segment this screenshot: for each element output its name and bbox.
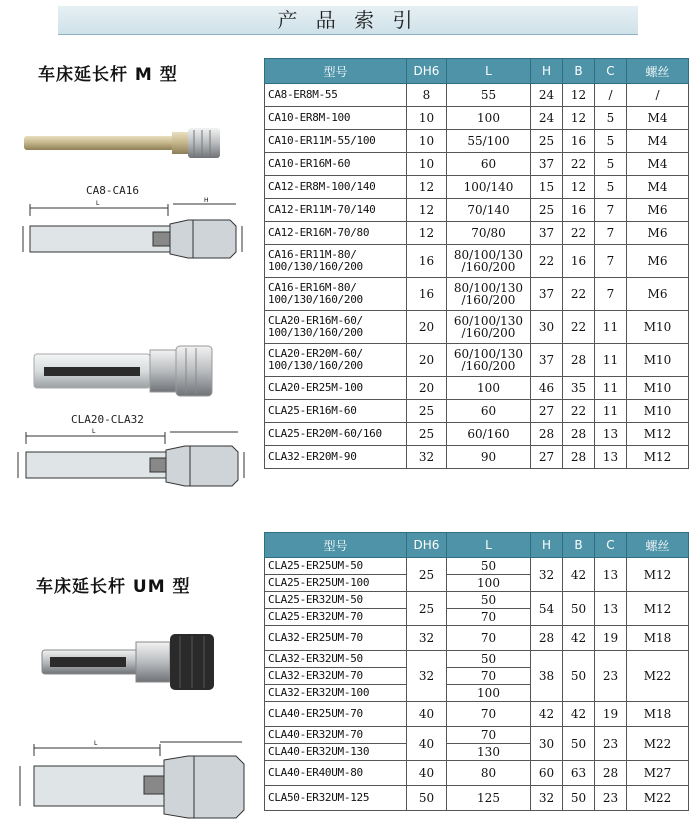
cell-h: 30	[531, 311, 563, 344]
cell-c: 13	[595, 558, 627, 592]
cell-l: 60/160	[447, 423, 531, 446]
cell-c: 11	[595, 311, 627, 344]
cell-l: 80	[447, 761, 531, 786]
cell-h: 27	[531, 446, 563, 469]
cell-c: 23	[595, 651, 627, 702]
cell-screw: M6	[627, 222, 689, 245]
cell-dh6: 25	[407, 592, 447, 626]
cell-screw: M4	[627, 107, 689, 130]
cell-screw: M4	[627, 153, 689, 176]
cell-dh6: 50	[407, 786, 447, 811]
cell-l: 70	[447, 727, 531, 744]
table-row	[265, 626, 689, 651]
cell-l: 60/100/130 /160/200	[447, 311, 531, 344]
cell-c: 5	[595, 107, 627, 130]
cell-dh6: 25	[407, 423, 447, 446]
cell-l: 70	[447, 702, 531, 727]
cell-c: 7	[595, 199, 627, 222]
technical-drawing-cla	[10, 426, 250, 496]
dim-label-l-3: L	[94, 740, 98, 747]
cell-dh6: 16	[407, 245, 447, 278]
cell-b: 22	[563, 278, 595, 311]
cell-screw: M10	[627, 344, 689, 377]
cell-l: 80/100/130 /160/200	[447, 245, 531, 278]
cell-l: 100/140	[447, 176, 531, 199]
cell-c: 5	[595, 153, 627, 176]
cell-dh6: 16	[407, 278, 447, 311]
cell-b: 28	[563, 446, 595, 469]
cell-l: 90	[447, 446, 531, 469]
cell-l: 70	[447, 626, 531, 651]
cell-screw: M12	[627, 592, 689, 626]
cell-model: CA16-ER16M-80/ 100/130/160/200	[265, 278, 407, 311]
cell-b: 28	[563, 344, 595, 377]
cell-h: 22	[531, 245, 563, 278]
cell-b: 12	[563, 176, 595, 199]
cell-c: 28	[595, 761, 627, 786]
table-row	[265, 761, 689, 786]
table-um-header-row	[265, 533, 689, 558]
cell-model: CLA25-ER25UM-50	[265, 558, 407, 575]
cell-h: 37	[531, 278, 563, 311]
table-row	[265, 727, 689, 744]
cell-h: 27	[531, 400, 563, 423]
cell-dh6: 20	[407, 311, 447, 344]
cell-screw: M6	[627, 245, 689, 278]
cell-dh6: 32	[407, 626, 447, 651]
cell-dh6: 40	[407, 702, 447, 727]
col-header-l: L	[447, 533, 531, 558]
table-row	[265, 84, 689, 107]
cell-dh6: 32	[407, 651, 447, 702]
figure-label-cla20-cla32: CLA20-CLA32	[71, 413, 144, 426]
cell-l: 125	[447, 786, 531, 811]
cell-l: 50	[447, 651, 531, 668]
cell-c: 11	[595, 400, 627, 423]
cell-b: 16	[563, 130, 595, 153]
cell-b: 22	[563, 153, 595, 176]
cell-model: CLA25-ER16M-60	[265, 400, 407, 423]
cell-h: 38	[531, 651, 563, 702]
figure-label-ca8-ca16: CA8-CA16	[86, 184, 139, 197]
cell-c: /	[595, 84, 627, 107]
col-header-screw: 螺丝	[627, 533, 689, 558]
table-row	[265, 153, 689, 176]
cell-screw: M10	[627, 311, 689, 344]
cell-dh6: 10	[407, 107, 447, 130]
section-title-um: 车床延长杆 UM 型	[36, 577, 191, 597]
cell-screw: M22	[627, 786, 689, 811]
cell-dh6: 12	[407, 222, 447, 245]
cell-model: CLA32-ER20M-90	[265, 446, 407, 469]
table-row	[265, 278, 689, 311]
product-photo-ca8-ca16	[22, 122, 232, 166]
cell-screw: M6	[627, 278, 689, 311]
cell-b: 50	[563, 786, 595, 811]
cell-h: 46	[531, 377, 563, 400]
cell-model: CA10-ER8M-100	[265, 107, 407, 130]
cell-dh6: 10	[407, 153, 447, 176]
cell-dh6: 8	[407, 84, 447, 107]
cell-h: 30	[531, 727, 563, 761]
cell-screw: M12	[627, 423, 689, 446]
cell-l: 60	[447, 153, 531, 176]
cell-dh6: 25	[407, 400, 447, 423]
dim-label-l: L	[96, 200, 100, 207]
cell-b: 42	[563, 558, 595, 592]
cell-l: 60	[447, 400, 531, 423]
table-row	[265, 245, 689, 278]
cell-model: CLA32-ER32UM-70	[265, 668, 407, 685]
cell-model: CA8-ER8M-55	[265, 84, 407, 107]
spec-table-um	[264, 532, 689, 811]
cell-screw: M12	[627, 446, 689, 469]
col-header-h: H	[531, 533, 563, 558]
cell-c: 5	[595, 130, 627, 153]
cell-h: 37	[531, 344, 563, 377]
cell-screw: /	[627, 84, 689, 107]
technical-drawing-ca	[8, 196, 248, 272]
cell-dh6: 12	[407, 199, 447, 222]
page-banner	[58, 6, 638, 35]
cell-l: 100	[447, 377, 531, 400]
cell-model: CA12-ER16M-70/80	[265, 222, 407, 245]
table-row	[265, 651, 689, 668]
cell-screw: M22	[627, 651, 689, 702]
cell-b: 50	[563, 651, 595, 702]
cell-dh6: 12	[407, 176, 447, 199]
cell-b: 22	[563, 400, 595, 423]
cell-l: 100	[447, 685, 531, 702]
cell-b: 35	[563, 377, 595, 400]
cell-c: 11	[595, 344, 627, 377]
cell-dh6: 25	[407, 558, 447, 592]
cell-l: 50	[447, 558, 531, 575]
cell-dh6: 10	[407, 130, 447, 153]
cell-c: 19	[595, 626, 627, 651]
cell-b: 12	[563, 107, 595, 130]
col-header-b: B	[563, 533, 595, 558]
cell-c: 11	[595, 377, 627, 400]
cell-h: 24	[531, 107, 563, 130]
table-m-header-row	[265, 59, 689, 84]
col-header-model: 型号	[265, 533, 407, 558]
col-header-l: L	[447, 59, 531, 84]
cell-h: 54	[531, 592, 563, 626]
cell-l: 130	[447, 744, 531, 761]
col-header-dh6: DH6	[407, 533, 447, 558]
col-header-b: B	[563, 59, 595, 84]
section-title-m: 车床延长杆 M 型	[38, 65, 178, 85]
cell-screw: M18	[627, 626, 689, 651]
dim-label-h: H	[204, 197, 209, 204]
cell-model: CLA40-ER40UM-80	[265, 761, 407, 786]
table-row	[265, 558, 689, 575]
table-row	[265, 377, 689, 400]
col-header-dh6: DH6	[407, 59, 447, 84]
table-row	[265, 176, 689, 199]
table-row	[265, 107, 689, 130]
cell-model: CA16-ER11M-80/ 100/130/160/200	[265, 245, 407, 278]
table-row	[265, 423, 689, 446]
cell-b: 63	[563, 761, 595, 786]
cell-b: 28	[563, 423, 595, 446]
cell-l: 70/140	[447, 199, 531, 222]
cell-c: 5	[595, 176, 627, 199]
cell-b: 16	[563, 245, 595, 278]
table-row	[265, 446, 689, 469]
cell-h: 32	[531, 558, 563, 592]
col-header-c: C	[595, 59, 627, 84]
cell-c: 23	[595, 786, 627, 811]
cell-b: 22	[563, 311, 595, 344]
cell-screw: M27	[627, 761, 689, 786]
cell-model: CLA32-ER32UM-50	[265, 651, 407, 668]
cell-h: 28	[531, 626, 563, 651]
cell-c: 7	[595, 245, 627, 278]
cell-c: 19	[595, 702, 627, 727]
col-header-screw: 螺丝	[627, 59, 689, 84]
cell-b: 50	[563, 727, 595, 761]
cell-screw: M22	[627, 727, 689, 761]
cell-model: CLA40-ER25UM-70	[265, 702, 407, 727]
cell-b: 12	[563, 84, 595, 107]
cell-model: CLA32-ER32UM-100	[265, 685, 407, 702]
cell-model: CLA40-ER32UM-70	[265, 727, 407, 744]
cell-screw: M18	[627, 702, 689, 727]
cell-h: 42	[531, 702, 563, 727]
cell-screw: M4	[627, 176, 689, 199]
cell-h: 37	[531, 222, 563, 245]
col-header-c: C	[595, 533, 627, 558]
cell-h: 15	[531, 176, 563, 199]
cell-model: CLA50-ER32UM-125	[265, 786, 407, 811]
cell-model: CLA25-ER32UM-50	[265, 592, 407, 609]
cell-screw: M12	[627, 558, 689, 592]
cell-dh6: 20	[407, 344, 447, 377]
cell-c: 7	[595, 278, 627, 311]
cell-model: CA12-ER11M-70/140	[265, 199, 407, 222]
cell-model: CLA25-ER32UM-70	[265, 609, 407, 626]
cell-model: CLA20-ER20M-60/ 100/130/160/200	[265, 344, 407, 377]
table-row	[265, 222, 689, 245]
col-header-model: 型号	[265, 59, 407, 84]
cell-h: 25	[531, 199, 563, 222]
cell-l: 55	[447, 84, 531, 107]
table-row	[265, 311, 689, 344]
cell-model: CLA32-ER25UM-70	[265, 626, 407, 651]
cell-model: CA10-ER11M-55/100	[265, 130, 407, 153]
table-row	[265, 702, 689, 727]
table-row	[265, 400, 689, 423]
cell-model: CA12-ER8M-100/140	[265, 176, 407, 199]
cell-h: 32	[531, 786, 563, 811]
table-row	[265, 592, 689, 609]
table-row	[265, 344, 689, 377]
cell-dh6: 40	[407, 727, 447, 761]
cell-h: 28	[531, 423, 563, 446]
cell-b: 42	[563, 702, 595, 727]
cell-dh6: 32	[407, 446, 447, 469]
banner-title: 产 品 索 引	[277, 8, 419, 32]
cell-b: 16	[563, 199, 595, 222]
cell-model: CLA25-ER25UM-100	[265, 575, 407, 592]
cell-h: 60	[531, 761, 563, 786]
cell-h: 37	[531, 153, 563, 176]
cell-b: 22	[563, 222, 595, 245]
cell-h: 24	[531, 84, 563, 107]
cell-l: 80/100/130 /160/200	[447, 278, 531, 311]
table-row	[265, 130, 689, 153]
cell-c: 13	[595, 446, 627, 469]
cell-l: 70/80	[447, 222, 531, 245]
technical-drawing-um	[10, 736, 250, 826]
cell-model: CLA25-ER20M-60/160	[265, 423, 407, 446]
cell-c: 23	[595, 727, 627, 761]
table-row	[265, 786, 689, 811]
cell-b: 42	[563, 626, 595, 651]
cell-screw: M10	[627, 400, 689, 423]
cell-l: 100	[447, 107, 531, 130]
col-header-h: H	[531, 59, 563, 84]
spec-table-m	[264, 58, 689, 469]
product-photo-um	[40, 632, 220, 692]
cell-l: 70	[447, 609, 531, 626]
cell-dh6: 40	[407, 761, 447, 786]
cell-c: 7	[595, 222, 627, 245]
product-photo-cla20-cla32	[30, 344, 220, 400]
cell-l: 50	[447, 592, 531, 609]
table-row	[265, 199, 689, 222]
cell-screw: M6	[627, 199, 689, 222]
cell-model: CLA40-ER32UM-130	[265, 744, 407, 761]
cell-c: 13	[595, 592, 627, 626]
cell-l: 70	[447, 668, 531, 685]
cell-l: 100	[447, 575, 531, 592]
cell-screw: M10	[627, 377, 689, 400]
cell-l: 55/100	[447, 130, 531, 153]
cell-model: CA10-ER16M-60	[265, 153, 407, 176]
cell-dh6: 20	[407, 377, 447, 400]
cell-b: 50	[563, 592, 595, 626]
cell-c: 13	[595, 423, 627, 446]
dim-label-l-2: L	[92, 428, 96, 435]
cell-l: 60/100/130 /160/200	[447, 344, 531, 377]
cell-model: CLA20-ER25M-100	[265, 377, 407, 400]
cell-h: 25	[531, 130, 563, 153]
cell-model: CLA20-ER16M-60/ 100/130/160/200	[265, 311, 407, 344]
cell-screw: M4	[627, 130, 689, 153]
